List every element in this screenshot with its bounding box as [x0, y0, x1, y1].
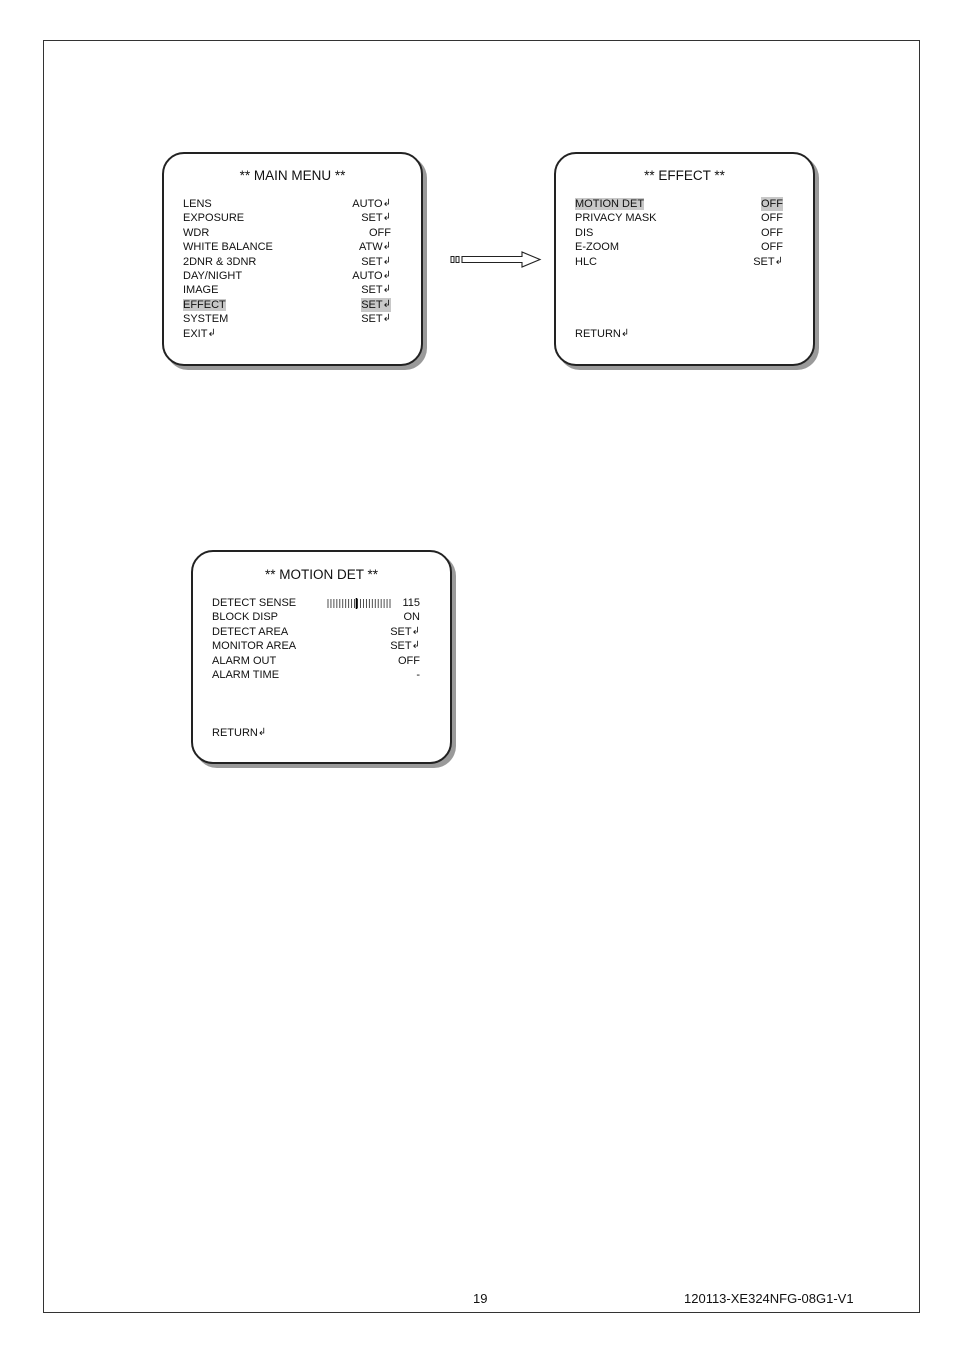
motion-det-value: SET↲ [390, 625, 420, 638]
return-icon: ↲ [411, 640, 420, 652]
return-icon: ↲ [207, 327, 216, 339]
motion-det-value: SET↲ [390, 640, 420, 653]
return-icon: ↲ [382, 298, 391, 310]
motion-det-label: DETECT AREA [212, 625, 289, 638]
main-menu-label: SYSTEM [183, 313, 229, 326]
motion-return-item[interactable] [212, 726, 312, 740]
main-menu-label: EXPOSURE [183, 212, 245, 225]
return-icon: ↲ [382, 212, 391, 224]
main-menu-screen [162, 152, 423, 366]
main-menu-value: SET↲ [361, 255, 391, 268]
main-menu-item[interactable] [183, 298, 391, 312]
main-menu-label: EFFECT [183, 298, 226, 311]
effect-menu-value: OFF [761, 226, 783, 239]
main-menu-label: WDR [183, 226, 210, 239]
motion-det-value: OFF [398, 654, 420, 667]
effect-menu-value: OFF [761, 241, 783, 254]
main-menu-value: SET↲ [361, 284, 391, 297]
motion-det-item[interactable] [212, 654, 420, 668]
effect-menu-label: HLC [575, 255, 598, 268]
motion-det-value: - [416, 669, 420, 681]
effect-menu-item[interactable] [575, 197, 783, 211]
main-menu-item[interactable] [183, 197, 391, 211]
effect-menu-value: SET↲ [753, 255, 783, 268]
main-menu-label: IMAGE [183, 284, 219, 297]
return-icon: ↲ [382, 241, 391, 253]
effect-menu-item[interactable] [575, 226, 783, 240]
return-icon: ↲ [382, 313, 391, 325]
main-menu-label: EXIT↲ [183, 327, 216, 340]
effect-menu-label: MOTION DET [575, 198, 645, 210]
motion-det-label: ALARM OUT [212, 654, 277, 667]
return-icon: ↲ [411, 625, 420, 637]
effect-menu-label: E-ZOOM [575, 241, 619, 254]
main-menu-value: SET↲ [361, 313, 391, 326]
return-icon: ↲ [382, 198, 391, 209]
motion-det-label: DETECT SENSE [212, 597, 297, 609]
motion-det-menu-title: ** MOTION DET ** [264, 567, 379, 582]
motion-det-value: 115 [402, 597, 420, 609]
return-icon: ↲ [382, 284, 391, 296]
effect-menu-title: ** EFFECT ** [644, 168, 725, 183]
arrow-right-icon [450, 251, 542, 269]
main-menu-value: SET↲ [361, 212, 391, 225]
motion-return-label: RETURN [212, 727, 258, 739]
motion-det-menu-screen [191, 550, 452, 764]
main-menu-label: LENS [183, 198, 212, 210]
motion-det-item[interactable] [212, 610, 420, 624]
main-menu-item[interactable] [183, 240, 391, 254]
main-menu-item[interactable] [183, 211, 391, 225]
motion-det-label: BLOCK DISP [212, 611, 279, 624]
return-icon: ↲ [382, 270, 391, 281]
main-menu-value: ATW↲ [358, 241, 391, 254]
main-menu-label: DAY/NIGHT [183, 270, 243, 282]
effect-menu-label: PRIVACY MASK [575, 212, 657, 225]
motion-det-value: ON [403, 611, 420, 624]
effect-menu-item[interactable] [575, 211, 783, 225]
motion-det-label: MONITOR AREA [212, 640, 297, 653]
page-number: 19 [473, 1291, 488, 1306]
motion-det-label: ALARM TIME [212, 669, 280, 681]
detect-sense-slider[interactable] [327, 598, 391, 609]
effect-menu-value: OFF [761, 212, 783, 225]
effect-menu-item[interactable] [575, 255, 783, 269]
main-menu-label: 2DNR & 3DNR [183, 255, 257, 268]
main-menu-value: AUTO↲ [352, 198, 391, 210]
motion-det-item[interactable] [212, 625, 420, 639]
main-menu-item[interactable] [183, 312, 391, 326]
motion-det-item[interactable] [212, 596, 420, 610]
main-menu-item[interactable] [183, 255, 391, 269]
effect-menu-value: OFF [761, 198, 783, 210]
main-menu-item[interactable] [183, 283, 391, 297]
return-icon: ↲ [257, 727, 267, 738]
effect-menu-screen [554, 152, 815, 366]
return-icon: ↲ [774, 255, 783, 267]
main-menu-title: ** MAIN MENU ** [239, 168, 346, 183]
effect-menu-item[interactable] [575, 240, 783, 254]
effect-return-label: RETURN [575, 328, 621, 340]
main-menu-label: WHITE BALANCE [183, 241, 273, 254]
main-menu-value: OFF [369, 226, 391, 239]
return-icon: ↲ [620, 328, 630, 339]
main-menu-item[interactable] [183, 269, 391, 283]
motion-det-item[interactable] [212, 668, 420, 682]
effect-return-item[interactable] [575, 327, 675, 341]
document-code: 120113-XE324NFG-08G1-V1 [684, 1291, 854, 1306]
effect-menu-label: DIS [575, 226, 594, 239]
main-menu-item[interactable] [183, 327, 391, 341]
return-icon: ↲ [382, 255, 391, 267]
main-menu-value: AUTO↲ [352, 270, 391, 282]
main-menu-item[interactable] [183, 226, 391, 240]
main-menu-value: SET↲ [361, 298, 391, 311]
motion-det-item[interactable] [212, 639, 420, 653]
